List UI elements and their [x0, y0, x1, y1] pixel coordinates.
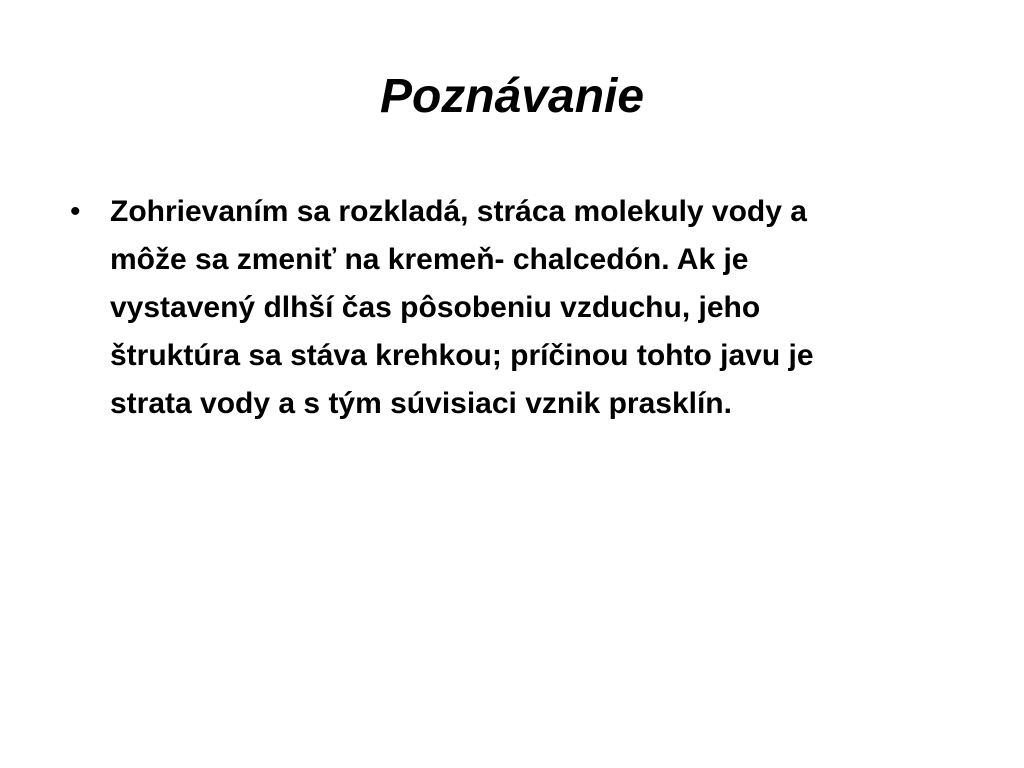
bullet-item [70, 188, 950, 428]
bullet-icon: • [70, 195, 81, 228]
bullet-text-line: Zohrievaním sa rozkladá, stráca molekuly vody a [110, 195, 807, 228]
bullet-text-line: štruktúra sa stáva krehkou; príčinou tohto javu je [110, 339, 814, 372]
bullet-list [70, 188, 950, 428]
bullet-text-line: môže sa zmeniť na kremeň- chalcedón. Ak je [110, 243, 749, 276]
bullet-text-line: vystavený dlhší čas pôsobeniu vzduchu, jeho [110, 291, 761, 324]
slide-title: Poznávanie [379, 70, 645, 123]
bullet-text-line: strata vody a s tým súvisiaci vznik prasklín. [110, 387, 732, 420]
